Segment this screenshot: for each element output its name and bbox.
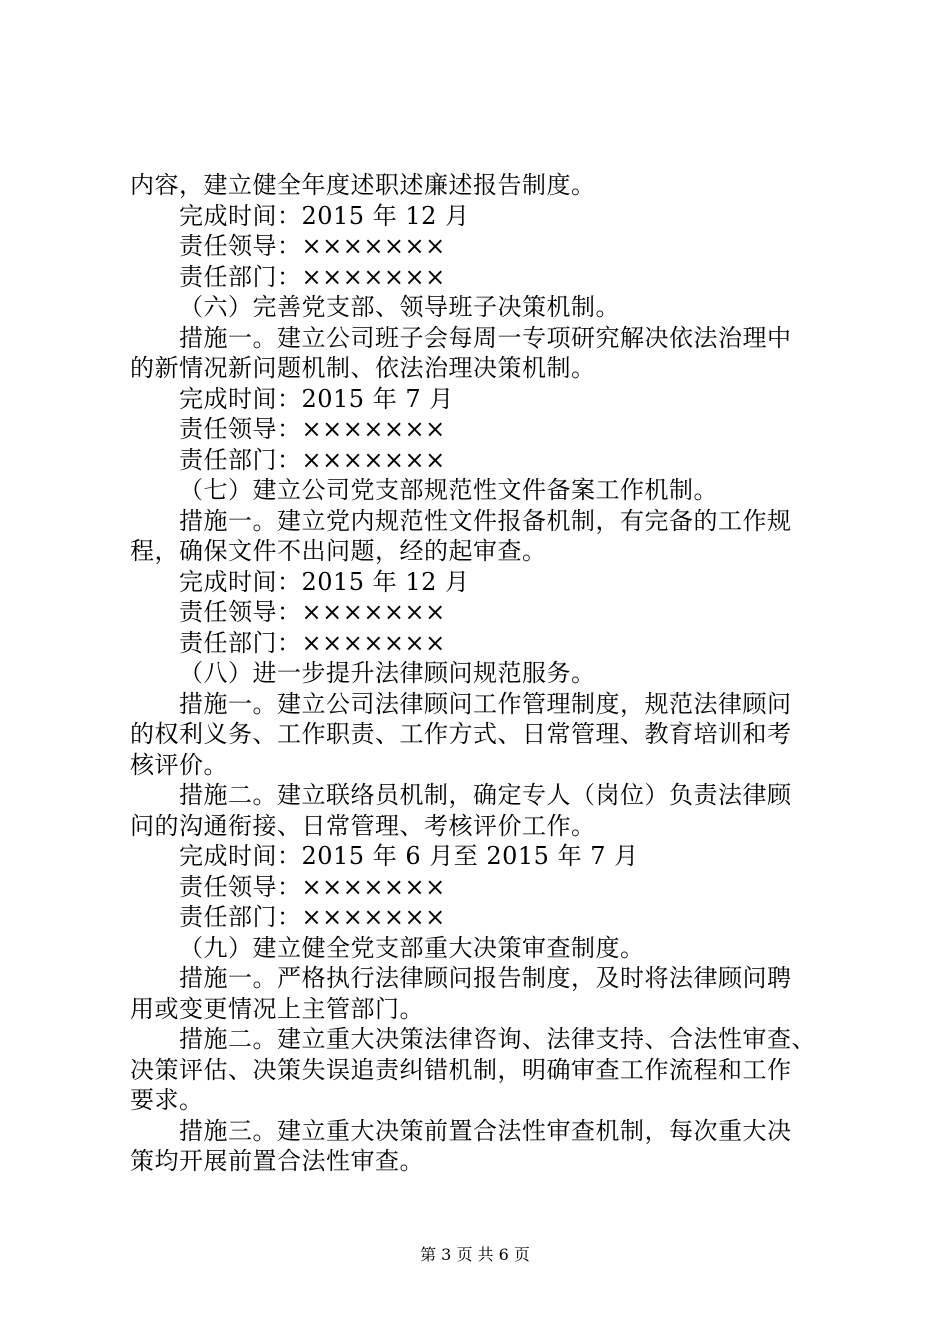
text-line: 责任领导：××××××× bbox=[179, 415, 446, 443]
text-line: 完成时间：2015 年 12 月 bbox=[179, 567, 470, 596]
text-line: （八）进一步提升法律顾问规范服务。 bbox=[179, 659, 596, 687]
text-line: 核评价。 bbox=[130, 750, 228, 779]
text-line: 用或变更情况上主管部门。 bbox=[130, 994, 424, 1023]
text-line: 的新情况新问题机制、依法治理决策机制。 bbox=[130, 354, 596, 382]
text-line: 内容，建立健全年度述职述廉述报告制度。 bbox=[130, 171, 596, 199]
text-line: 责任部门：××××××× bbox=[179, 262, 446, 291]
text-line: 完成时间：2015 年 6 月至 2015 年 7 月 bbox=[179, 842, 639, 870]
text-line: 责任部门：××××××× bbox=[179, 445, 446, 474]
text-line: 措施一。建立党内规范性文件报备机制，有完备的工作规 bbox=[179, 506, 792, 535]
text-line: 责任领导：××××××× bbox=[179, 872, 446, 901]
text-line: （九）建立健全党支部重大决策审查制度。 bbox=[179, 933, 645, 962]
document-body bbox=[130, 170, 830, 1177]
text-line: 的权利义务、工作职责、工作方式、日常管理、教育培训和考 bbox=[130, 720, 792, 748]
text-line: 程，确保文件不出问题，经的起审查。 bbox=[130, 537, 547, 565]
text-line: （七）建立公司党支部规范性文件备案工作机制。 bbox=[179, 476, 718, 504]
text-line: 完成时间：2015 年 12 月 bbox=[179, 201, 470, 230]
text-line: 措施一。建立公司法律顾问工作管理制度，规范法律顾问 bbox=[179, 689, 792, 718]
text-line: 措施一。严格执行法律顾问报告制度，及时将法律顾问聘 bbox=[179, 964, 792, 992]
text-line: 责任部门：××××××× bbox=[179, 903, 446, 931]
text-line: 完成时间：2015 年 7 月 bbox=[179, 384, 454, 413]
text-line: 措施二。建立联络员机制，确定专人（岗位）负责法律顾 bbox=[179, 781, 792, 809]
text-line: 策均开展前置合法性审查。 bbox=[130, 1147, 424, 1175]
text-line: 责任领导：××××××× bbox=[179, 232, 446, 260]
text-line: 措施二。建立重大决策法律咨询、法律支持、合法性审查、 bbox=[179, 1025, 816, 1053]
text-line: 责任部门：××××××× bbox=[179, 628, 446, 657]
text-line: 措施一。建立公司班子会每周一专项研究解决依法治理中 bbox=[179, 323, 792, 352]
text-line: （六）完善党支部、领导班子决策机制。 bbox=[179, 293, 620, 321]
text-line: 决策评估、决策失误追责纠错机制，明确审查工作流程和工作 bbox=[130, 1055, 792, 1084]
page-footer: 第 3 页 共 6 页 bbox=[420, 1245, 530, 1264]
text-line: 问的沟通衔接、日常管理、考核评价工作。 bbox=[130, 811, 596, 840]
text-line: 要求。 bbox=[130, 1086, 204, 1114]
text-line: 责任领导：××××××× bbox=[179, 598, 446, 626]
text-line: 措施三。建立重大决策前置合法性审查机制，每次重大决 bbox=[179, 1116, 792, 1145]
